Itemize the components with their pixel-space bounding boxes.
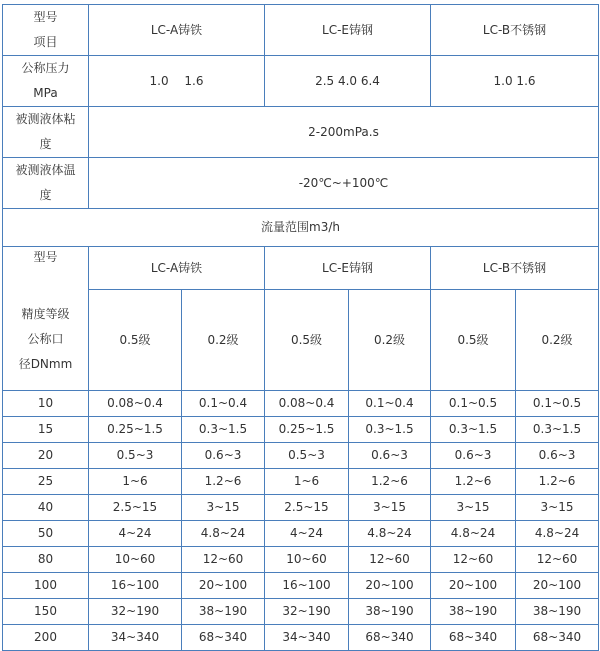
flow-range-cell: 38~190 bbox=[182, 599, 265, 625]
table-row bbox=[3, 599, 599, 625]
dn-size-cell: 10 bbox=[3, 391, 89, 417]
flow-range-cell: 2.5~15 bbox=[265, 495, 349, 521]
viscosity-row bbox=[3, 107, 599, 158]
model-header: LC-E铸钢 bbox=[265, 5, 431, 56]
flow-range-cell: 4~24 bbox=[265, 521, 349, 547]
grade-header: 0.2级 bbox=[349, 290, 431, 391]
flow-range-cell: 3~15 bbox=[431, 495, 516, 521]
flow-range-cell: 0.5~3 bbox=[89, 443, 182, 469]
table-row bbox=[3, 469, 599, 495]
grade-header: 0.5级 bbox=[89, 290, 182, 391]
dn-size-cell: 100 bbox=[3, 573, 89, 599]
corner-header: 型号 项目 bbox=[3, 5, 89, 56]
flow-range-cell: 0.3~1.5 bbox=[516, 417, 599, 443]
pressure-value: 1.0 1.6 bbox=[89, 56, 265, 107]
flow-range-cell: 68~340 bbox=[431, 625, 516, 651]
flow-range-cell: 20~100 bbox=[516, 573, 599, 599]
flow-model-row bbox=[3, 247, 599, 290]
dn-size-cell: 50 bbox=[3, 521, 89, 547]
flow-range-cell: 4.8~24 bbox=[349, 521, 431, 547]
flow-range-cell: 0.1~0.5 bbox=[431, 391, 516, 417]
flow-range-cell: 12~60 bbox=[349, 547, 431, 573]
flow-range-cell: 0.1~0.4 bbox=[349, 391, 431, 417]
grade-header: 0.2级 bbox=[516, 290, 599, 391]
flow-range-cell: 20~100 bbox=[182, 573, 265, 599]
flow-range-cell: 0.5~3 bbox=[265, 443, 349, 469]
flow-range-cell: 1.2~6 bbox=[516, 469, 599, 495]
flow-range-cell: 0.25~1.5 bbox=[265, 417, 349, 443]
pressure-value: 2.5 4.0 6.4 bbox=[265, 56, 431, 107]
flow-range-cell: 32~190 bbox=[89, 599, 182, 625]
pressure-row bbox=[3, 56, 599, 107]
flow-range-cell: 2.5~15 bbox=[89, 495, 182, 521]
flow-range-cell: 0.6~3 bbox=[516, 443, 599, 469]
flow-range-cell: 0.3~1.5 bbox=[182, 417, 265, 443]
flow-range-cell: 4~24 bbox=[89, 521, 182, 547]
flow-range-cell: 1~6 bbox=[265, 469, 349, 495]
dn-size-cell: 25 bbox=[3, 469, 89, 495]
grade-row bbox=[3, 290, 599, 391]
flowmeter-spec-table bbox=[2, 4, 599, 651]
flow-range-cell: 68~340 bbox=[516, 625, 599, 651]
flow-range-cell: 4.8~24 bbox=[182, 521, 265, 547]
pressure-label: 公称压力 MPa bbox=[3, 56, 89, 107]
flow-range-cell: 68~340 bbox=[349, 625, 431, 651]
flow-range-cell: 12~60 bbox=[516, 547, 599, 573]
dn-size-cell: 15 bbox=[3, 417, 89, 443]
flow-range-cell: 12~60 bbox=[182, 547, 265, 573]
flow-range-cell: 68~340 bbox=[182, 625, 265, 651]
flow-range-cell: 3~15 bbox=[182, 495, 265, 521]
table-row bbox=[3, 391, 599, 417]
grade-header: 0.2级 bbox=[182, 290, 265, 391]
flow-range-cell: 0.3~1.5 bbox=[431, 417, 516, 443]
flow-range-cell: 20~100 bbox=[349, 573, 431, 599]
flow-range-cell: 1~6 bbox=[89, 469, 182, 495]
flow-range-cell: 3~15 bbox=[349, 495, 431, 521]
dn-size-cell: 20 bbox=[3, 443, 89, 469]
viscosity-value: 2-200mPa.s bbox=[89, 107, 599, 158]
table-row bbox=[3, 573, 599, 599]
flow-model-header: LC-A铸铁 bbox=[89, 247, 265, 290]
dn-size-cell: 80 bbox=[3, 547, 89, 573]
dn-size-cell: 200 bbox=[3, 625, 89, 651]
table-row bbox=[3, 547, 599, 573]
flow-model-header: LC-E铸钢 bbox=[265, 247, 431, 290]
table-row bbox=[3, 521, 599, 547]
flow-range-cell: 38~190 bbox=[516, 599, 599, 625]
flow-corner-header: 型号 精度等级 公称口 径DNmm bbox=[3, 247, 89, 391]
flow-range-cell: 0.25~1.5 bbox=[89, 417, 182, 443]
flow-range-cell: 4.8~24 bbox=[516, 521, 599, 547]
flow-range-cell: 10~60 bbox=[265, 547, 349, 573]
flow-range-cell: 34~340 bbox=[265, 625, 349, 651]
flow-range-cell: 1.2~6 bbox=[431, 469, 516, 495]
flow-range-cell: 32~190 bbox=[265, 599, 349, 625]
flow-range-cell: 34~340 bbox=[89, 625, 182, 651]
flow-range-cell: 38~190 bbox=[431, 599, 516, 625]
flow-range-title: 流量范围m3/h bbox=[3, 209, 599, 247]
temperature-value: -20℃~+100℃ bbox=[89, 158, 599, 209]
table-row bbox=[3, 417, 599, 443]
flow-range-cell: 20~100 bbox=[431, 573, 516, 599]
flow-range-cell: 38~190 bbox=[349, 599, 431, 625]
flow-range-cell: 0.3~1.5 bbox=[349, 417, 431, 443]
temperature-label: 被测液体温 度 bbox=[3, 158, 89, 209]
flow-range-cell: 0.6~3 bbox=[349, 443, 431, 469]
flow-range-cell: 10~60 bbox=[89, 547, 182, 573]
flow-range-cell: 4.8~24 bbox=[431, 521, 516, 547]
dn-size-cell: 40 bbox=[3, 495, 89, 521]
flow-range-cell: 0.08~0.4 bbox=[89, 391, 182, 417]
pressure-value: 1.0 1.6 bbox=[431, 56, 599, 107]
dn-size-cell: 150 bbox=[3, 599, 89, 625]
model-header-row bbox=[3, 5, 599, 56]
table-row bbox=[3, 625, 599, 651]
flow-range-cell: 3~15 bbox=[516, 495, 599, 521]
flow-range-cell: 0.6~3 bbox=[182, 443, 265, 469]
flow-range-cell: 1.2~6 bbox=[182, 469, 265, 495]
flow-range-cell: 0.1~0.5 bbox=[516, 391, 599, 417]
table-row bbox=[3, 495, 599, 521]
flow-model-header: LC-B不锈钢 bbox=[431, 247, 599, 290]
viscosity-label: 被测液体粘 度 bbox=[3, 107, 89, 158]
flow-range-cell: 0.08~0.4 bbox=[265, 391, 349, 417]
table-row bbox=[3, 443, 599, 469]
flow-title-row bbox=[3, 209, 599, 247]
flow-range-cell: 0.1~0.4 bbox=[182, 391, 265, 417]
grade-header: 0.5级 bbox=[265, 290, 349, 391]
model-header: LC-A铸铁 bbox=[89, 5, 265, 56]
grade-header: 0.5级 bbox=[431, 290, 516, 391]
flow-range-cell: 16~100 bbox=[89, 573, 182, 599]
flow-range-cell: 1.2~6 bbox=[349, 469, 431, 495]
flow-range-cell: 0.6~3 bbox=[431, 443, 516, 469]
flow-range-cell: 12~60 bbox=[431, 547, 516, 573]
flow-range-cell: 16~100 bbox=[265, 573, 349, 599]
model-header: LC-B不锈钢 bbox=[431, 5, 599, 56]
temperature-row bbox=[3, 158, 599, 209]
